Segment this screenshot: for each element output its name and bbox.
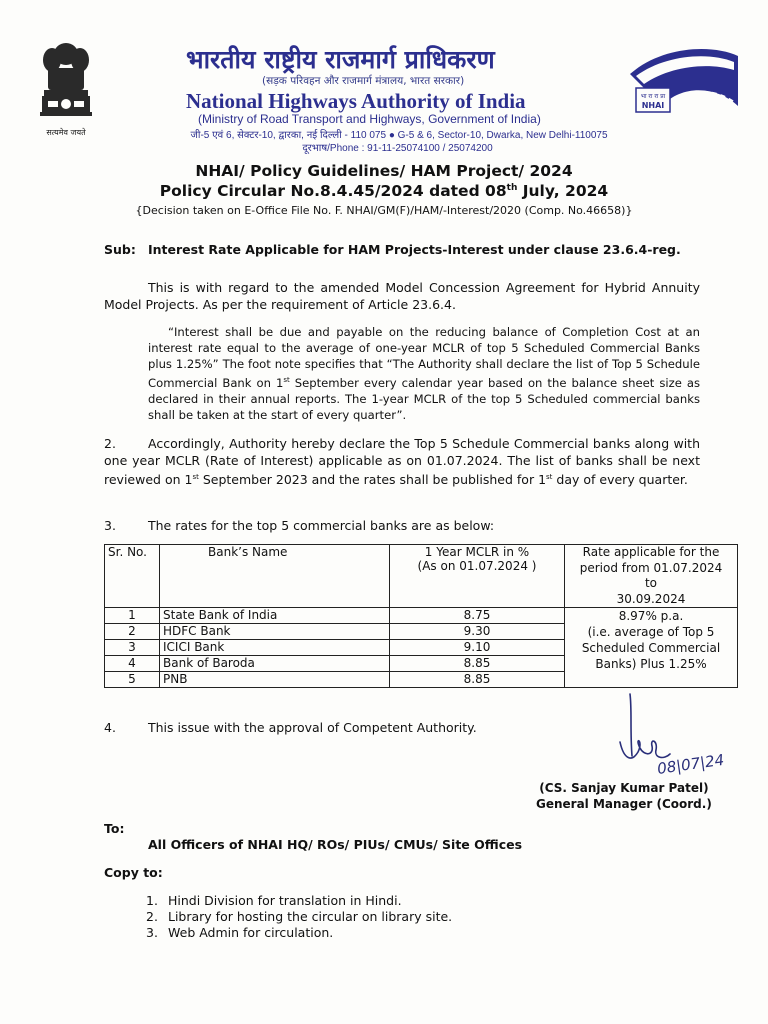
office-address: जी-5 एवं 6, सेक्टर-10, द्वारका, नई दिल्ली - 110 075 ● G-5 & 6, Sector-10, Dwarka, New Delhi-110075 (190, 130, 608, 141)
paragraph-2: 2. Accordingly, Authority hereby declare the Top 5 Schedule Commercial banks along with one year MCLR (Rate of Interest) applicable as on 01.07.2024. The list of banks shall be next reviewed on 1st September 2023 and the rates shall be published for 1st day of every quarter. (104, 436, 700, 488)
cell-sr: 3 (105, 640, 160, 656)
cell-mclr: 9.10 (390, 640, 565, 656)
national-emblem-icon (34, 36, 98, 136)
paragraph-3: 3. The rates for the top 5 commercial banks are as below: (104, 518, 495, 533)
cell-sr: 5 (105, 672, 160, 688)
cell-bank: ICICI Bank (160, 640, 390, 656)
logo-hindi-text: भा रा रा प्रा (640, 93, 666, 100)
org-name-hindi: भारतीय राष्ट्रीय राजमार्ग प्राधिकरण (186, 45, 495, 74)
cell-sr: 4 (105, 656, 160, 672)
circular-number: Policy Circular No.8.4.45/2024 dated 08th July, 2024 (159, 182, 609, 200)
table-row (105, 608, 738, 624)
paragraph-intro: This is with regard to the amended Model Concession Agreement for Hybrid Annuity Model Projects. As per the requirement of Article 23.6.4. (104, 280, 700, 312)
ministry-english: (Ministry of Road Transport and Highways, Government of India) (198, 112, 541, 126)
ministry-hindi: (सड़क परिवहन और राजमार्ग मंत्रालय, भारत सरकार) (262, 75, 465, 87)
emblem-motto: सत्यमेव जयते (46, 128, 86, 137)
org-name-english: National Highways Authority of India (186, 89, 526, 113)
cell-bank: HDFC Bank (160, 624, 390, 640)
subject-line: Sub: Interest Rate Applicable for HAM Projects-Interest under clause 23.6.4-reg. (104, 242, 681, 257)
cell-mclr: 8.85 (390, 656, 565, 672)
cell-mclr: 8.85 (390, 672, 565, 688)
copy-to-list (146, 893, 452, 941)
quoted-clause: “Interest shall be due and payable on the reducing balance of Completion Cost at an interest rate equal to the average of one-year MCLR of top 5 Scheduled Commercial Banks plus 1.25%” The foot note specifies that “The Authority shall declare the list of Top 5 Schedule Commercial Bank on 1st September every calendar year based on the balance sheet size as declared in their annual reports. The 1-year MCLR of the top 5 Scheduled commercial banks shall be taken at the start of every quarter”. (148, 325, 700, 422)
circular-heading: NHAI/ Policy Guidelines/ HAM Project/ 2024 (195, 162, 573, 180)
copy-to-label: Copy to: (104, 865, 163, 880)
handwritten-signature (614, 690, 764, 790)
header-mclr: 1 Year MCLR in % (As on 01.07.2024 ) (390, 545, 565, 608)
decision-reference: {Decision taken on E-Office File No. F. NHAI/GM(F)/HAM/-Interest/2020 (Comp. No.46658)} (135, 204, 633, 217)
bank-rates-table (104, 544, 738, 688)
to-label: To: (104, 821, 125, 836)
cell-bank: PNB (160, 672, 390, 688)
header-bank-name: Bank’s Name (160, 545, 390, 608)
cell-rate-applicable: 8.97% p.a. (i.e. average of Top 5 Scheduled Commercial Banks) Plus 1.25% (565, 608, 738, 688)
logo-text: NHAI (641, 101, 665, 110)
cell-mclr: 8.75 (390, 608, 565, 624)
cell-bank: State Bank of India (160, 608, 390, 624)
signatory-block: (CS. Sanjay Kumar Patel) General Manager (Coord.) (536, 781, 712, 811)
cell-sr: 1 (105, 608, 160, 624)
header-sr-no: Sr. No. (105, 545, 160, 608)
cell-bank: Bank of Baroda (160, 656, 390, 672)
to-recipients: All Officers of NHAI HQ/ ROs/ PIUs/ CMUs/ Site Offices (148, 837, 523, 852)
table-header-row (105, 545, 738, 608)
cell-mclr: 9.30 (390, 624, 565, 640)
office-phone: दूरभाष/Phone : 91-11-25074100 / 25074200 (302, 143, 493, 154)
nhai-road-logo-icon (622, 36, 740, 132)
list-item: 2. Library for hosting the circular on library site. (146, 909, 453, 924)
list-item: 1. Hindi Division for translation in Hindi. (146, 893, 402, 908)
header-rate-applicable: Rate applicable for the period from 01.07.2024 to 30.09.2024 (565, 545, 738, 608)
paragraph-4: 4. This issue with the approval of Competent Authority. (104, 720, 477, 735)
list-item: 3. Web Admin for circulation. (146, 925, 334, 940)
signature-date: 08|07|24 (656, 750, 726, 778)
cell-sr: 2 (105, 624, 160, 640)
